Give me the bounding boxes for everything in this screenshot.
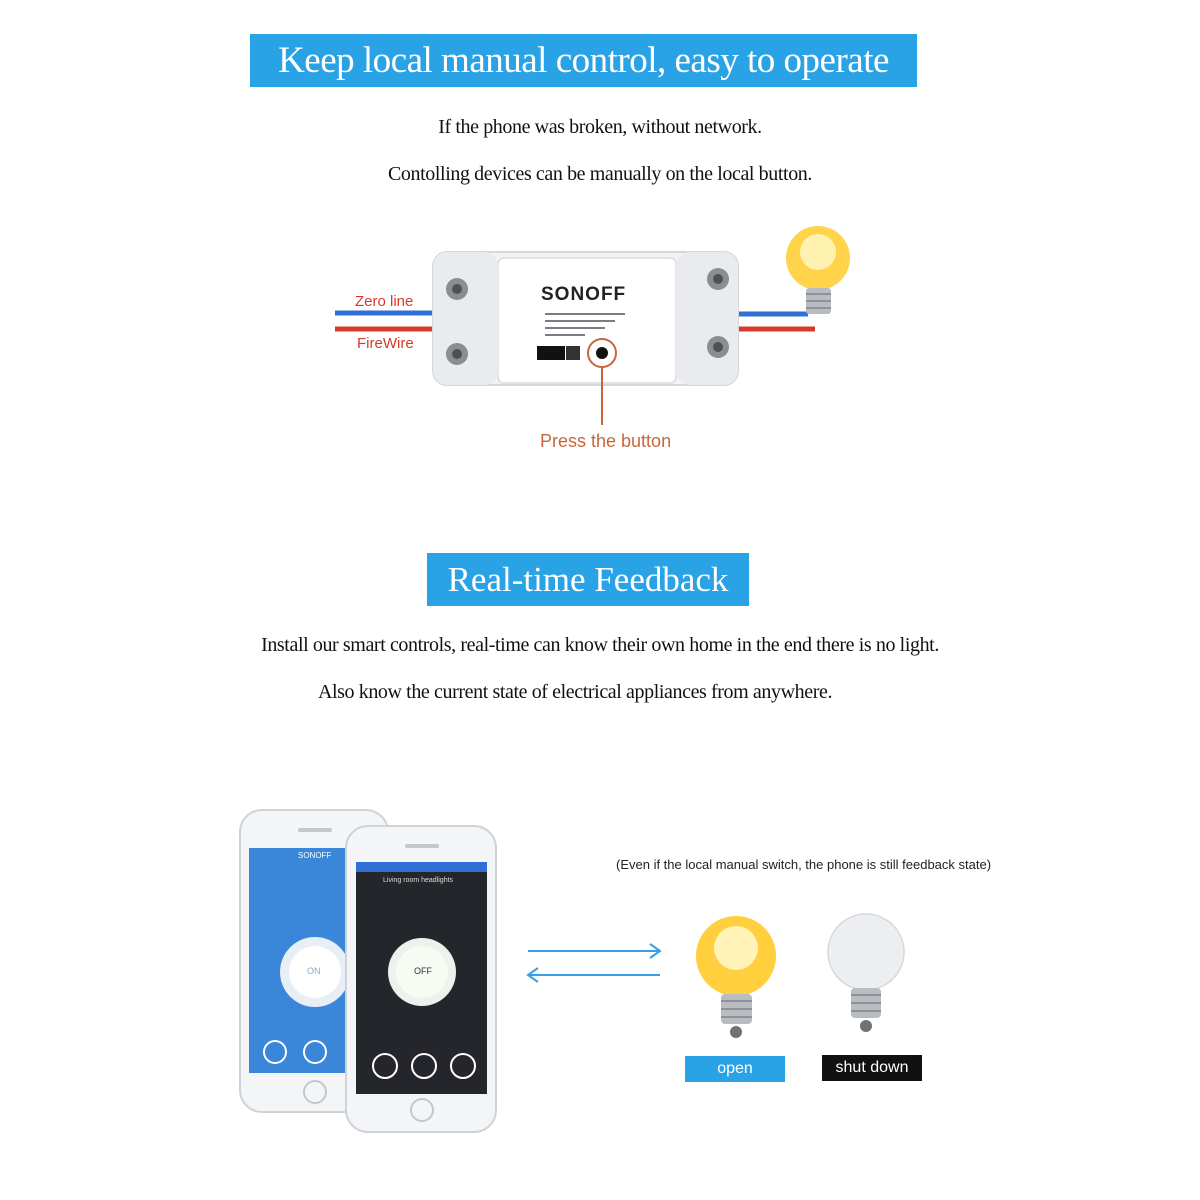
open-label: open bbox=[717, 1060, 753, 1077]
phone-right bbox=[346, 826, 496, 1132]
section2-title-banner bbox=[427, 553, 749, 606]
firewire-label: FireWire bbox=[357, 335, 414, 352]
section2-line1: Install our smart controls, real-time can know their own home in the end there is no light. bbox=[261, 634, 939, 656]
lightbulb-off-icon bbox=[828, 914, 904, 1032]
local-button bbox=[596, 347, 608, 359]
phone-right-button: OFF bbox=[414, 966, 432, 976]
feedback-note: (Even if the local manual switch, the phone is still feedback state) bbox=[616, 857, 992, 872]
section2-line2: Also know the current state of electrical appliances from anywhere. bbox=[317, 681, 833, 703]
section1-line2: Contolling devices can be manually on the local button. bbox=[387, 163, 812, 185]
sonoff-device bbox=[433, 252, 738, 425]
phone-left-button: ON bbox=[307, 966, 321, 976]
phone-right-device-title: Living room headlights bbox=[383, 877, 454, 884]
shutdown-tag bbox=[822, 1055, 922, 1081]
open-tag bbox=[685, 1056, 785, 1082]
section2-title: Real-time Feedback bbox=[447, 560, 729, 599]
phone-left-app-title: SONOFF bbox=[298, 851, 332, 860]
zero-line-label: Zero line bbox=[355, 293, 414, 310]
device-brand: SONOFF bbox=[541, 284, 627, 305]
section1-title: Keep local manual control, easy to operate bbox=[278, 40, 889, 81]
output-wires bbox=[735, 314, 815, 329]
press-button-label: Press the button bbox=[540, 431, 672, 451]
section1-line1: If the phone was broken, without network. bbox=[438, 116, 762, 138]
input-wires bbox=[335, 313, 440, 329]
double-arrow-icon bbox=[528, 944, 660, 982]
lightbulb-on-icon bbox=[696, 916, 776, 1038]
shutdown-label: shut down bbox=[835, 1059, 909, 1076]
lightbulb-on-icon bbox=[786, 226, 850, 314]
